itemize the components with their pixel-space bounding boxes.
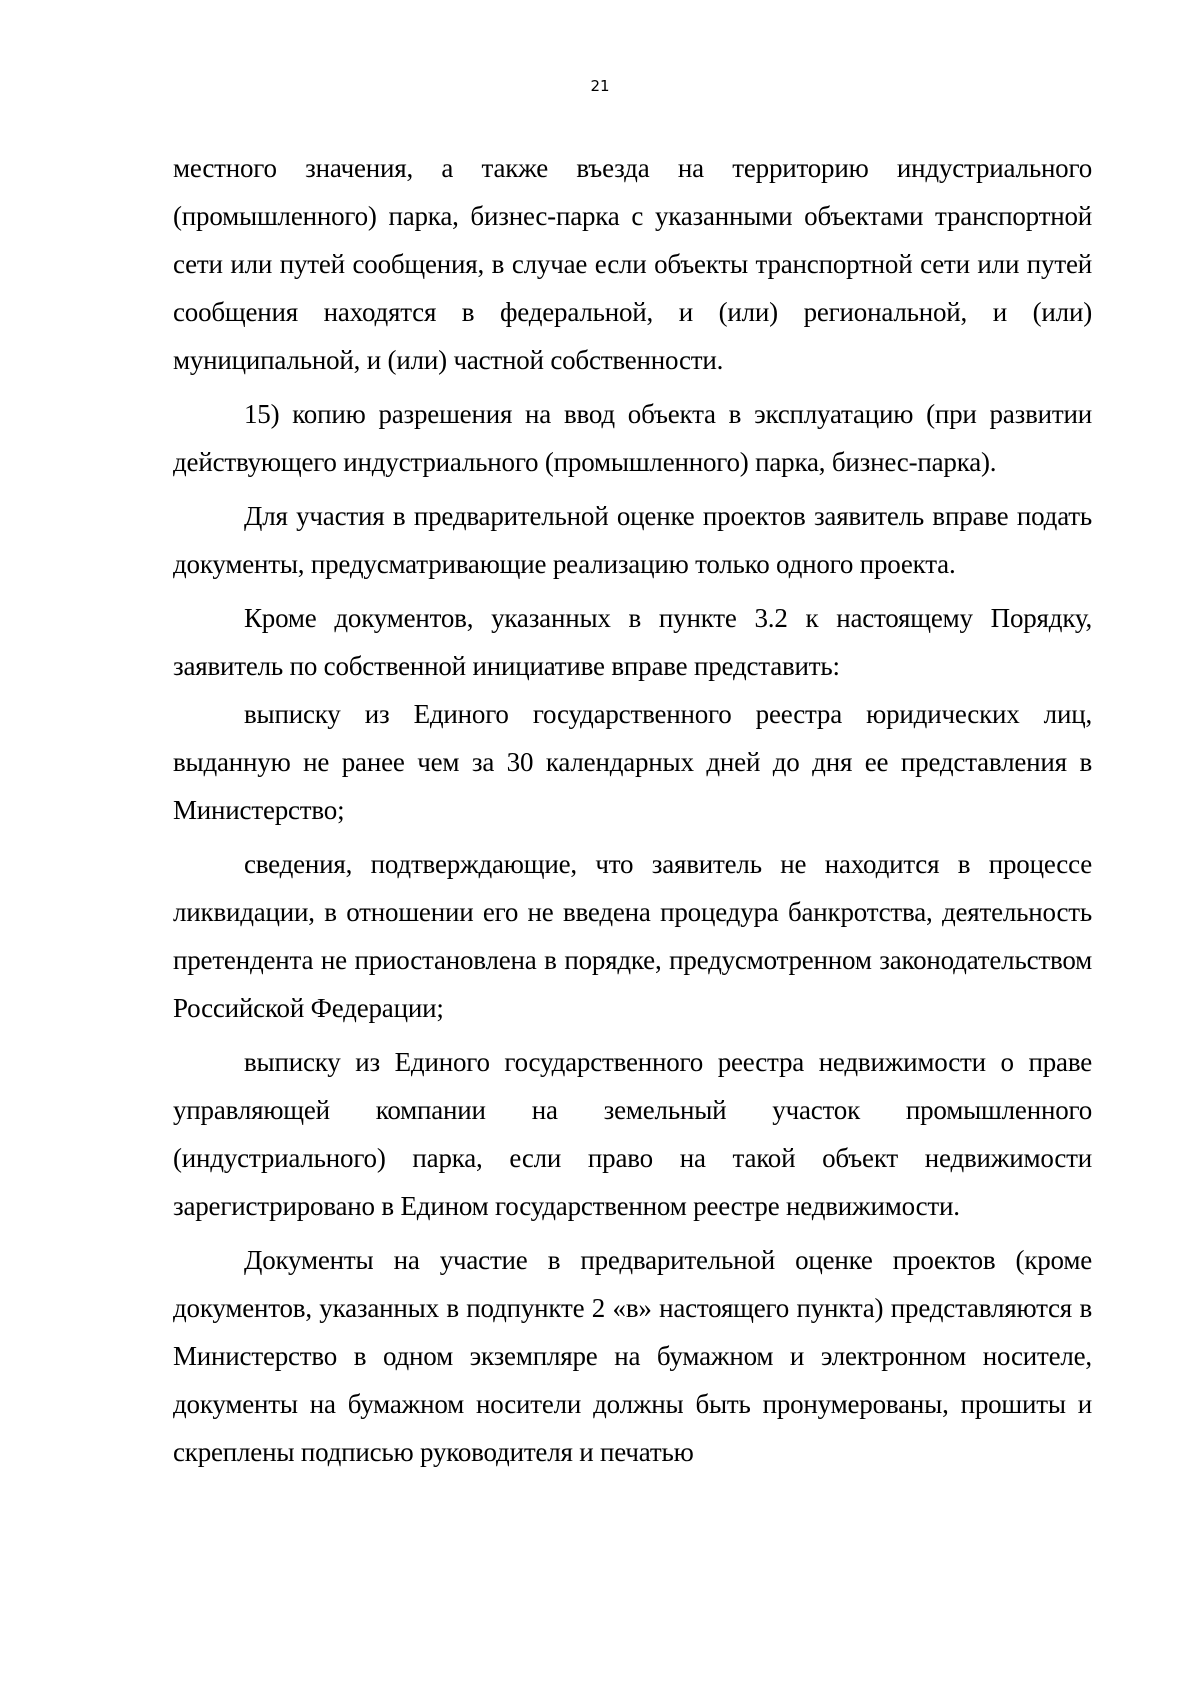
paragraph: 15) копию разрешения на ввод объекта в эксплуатацию (при развитии действующего индустриального (промышленного) парка, бизнес-парка). bbox=[173, 399, 1092, 477]
paragraph: местного значения, а также въезда на территорию индустриального (промышленного) парка, бизнес-парка с указанными объектами транспортной сети или путей сообщения, в случае если объекты транспортной сети или путей сообщения находятся в федеральной, и (или) региональной, и (или) муниципальной, и (или) частной собственности. bbox=[173, 153, 1092, 375]
paragraph: выписку из Единого государственного реестра недвижимости о праве управляющей компании на земельный участок промышленного (индустриального) парка, если право на такой объект недвижимости зарегистрировано в Едином государственном реестре недвижимости. bbox=[173, 1047, 1092, 1221]
paragraph: выписку из Единого государственного реестра юридических лиц, выданную не ранее чем за 30 календарных дней до дня ее представления в Министерство; bbox=[173, 699, 1092, 825]
paragraph: Кроме документов, указанных в пункте 3.2 к настоящему Порядку, заявитель по собственной инициативе вправе представить: bbox=[173, 603, 1092, 681]
paragraph: Документы на участие в предварительной оценке проектов (кроме документов, указанных в подпункте 2 «в» настоящего пункта) представляются в Министерство в одном экземпляре на бумажном и электронном носителе, документы на бумажном носители должны быть пронумерованы, прошиты и скреплены подписью руководителя и печатью bbox=[173, 1245, 1092, 1467]
page-number: 21 bbox=[590, 77, 610, 95]
paragraph: Для участия в предварительной оценке проектов заявитель вправе подать документы, предусматривающие реализацию только одного проекта. bbox=[173, 501, 1092, 579]
paragraph: сведения, подтверждающие, что заявитель не находится в процессе ликвидации, в отношении его не введена процедура банкротства, деятельность претендента не приостановлена в порядке, предусмотренном законодательством Российской Федерации; bbox=[173, 849, 1092, 1023]
document-body bbox=[173, 144, 1092, 1476]
